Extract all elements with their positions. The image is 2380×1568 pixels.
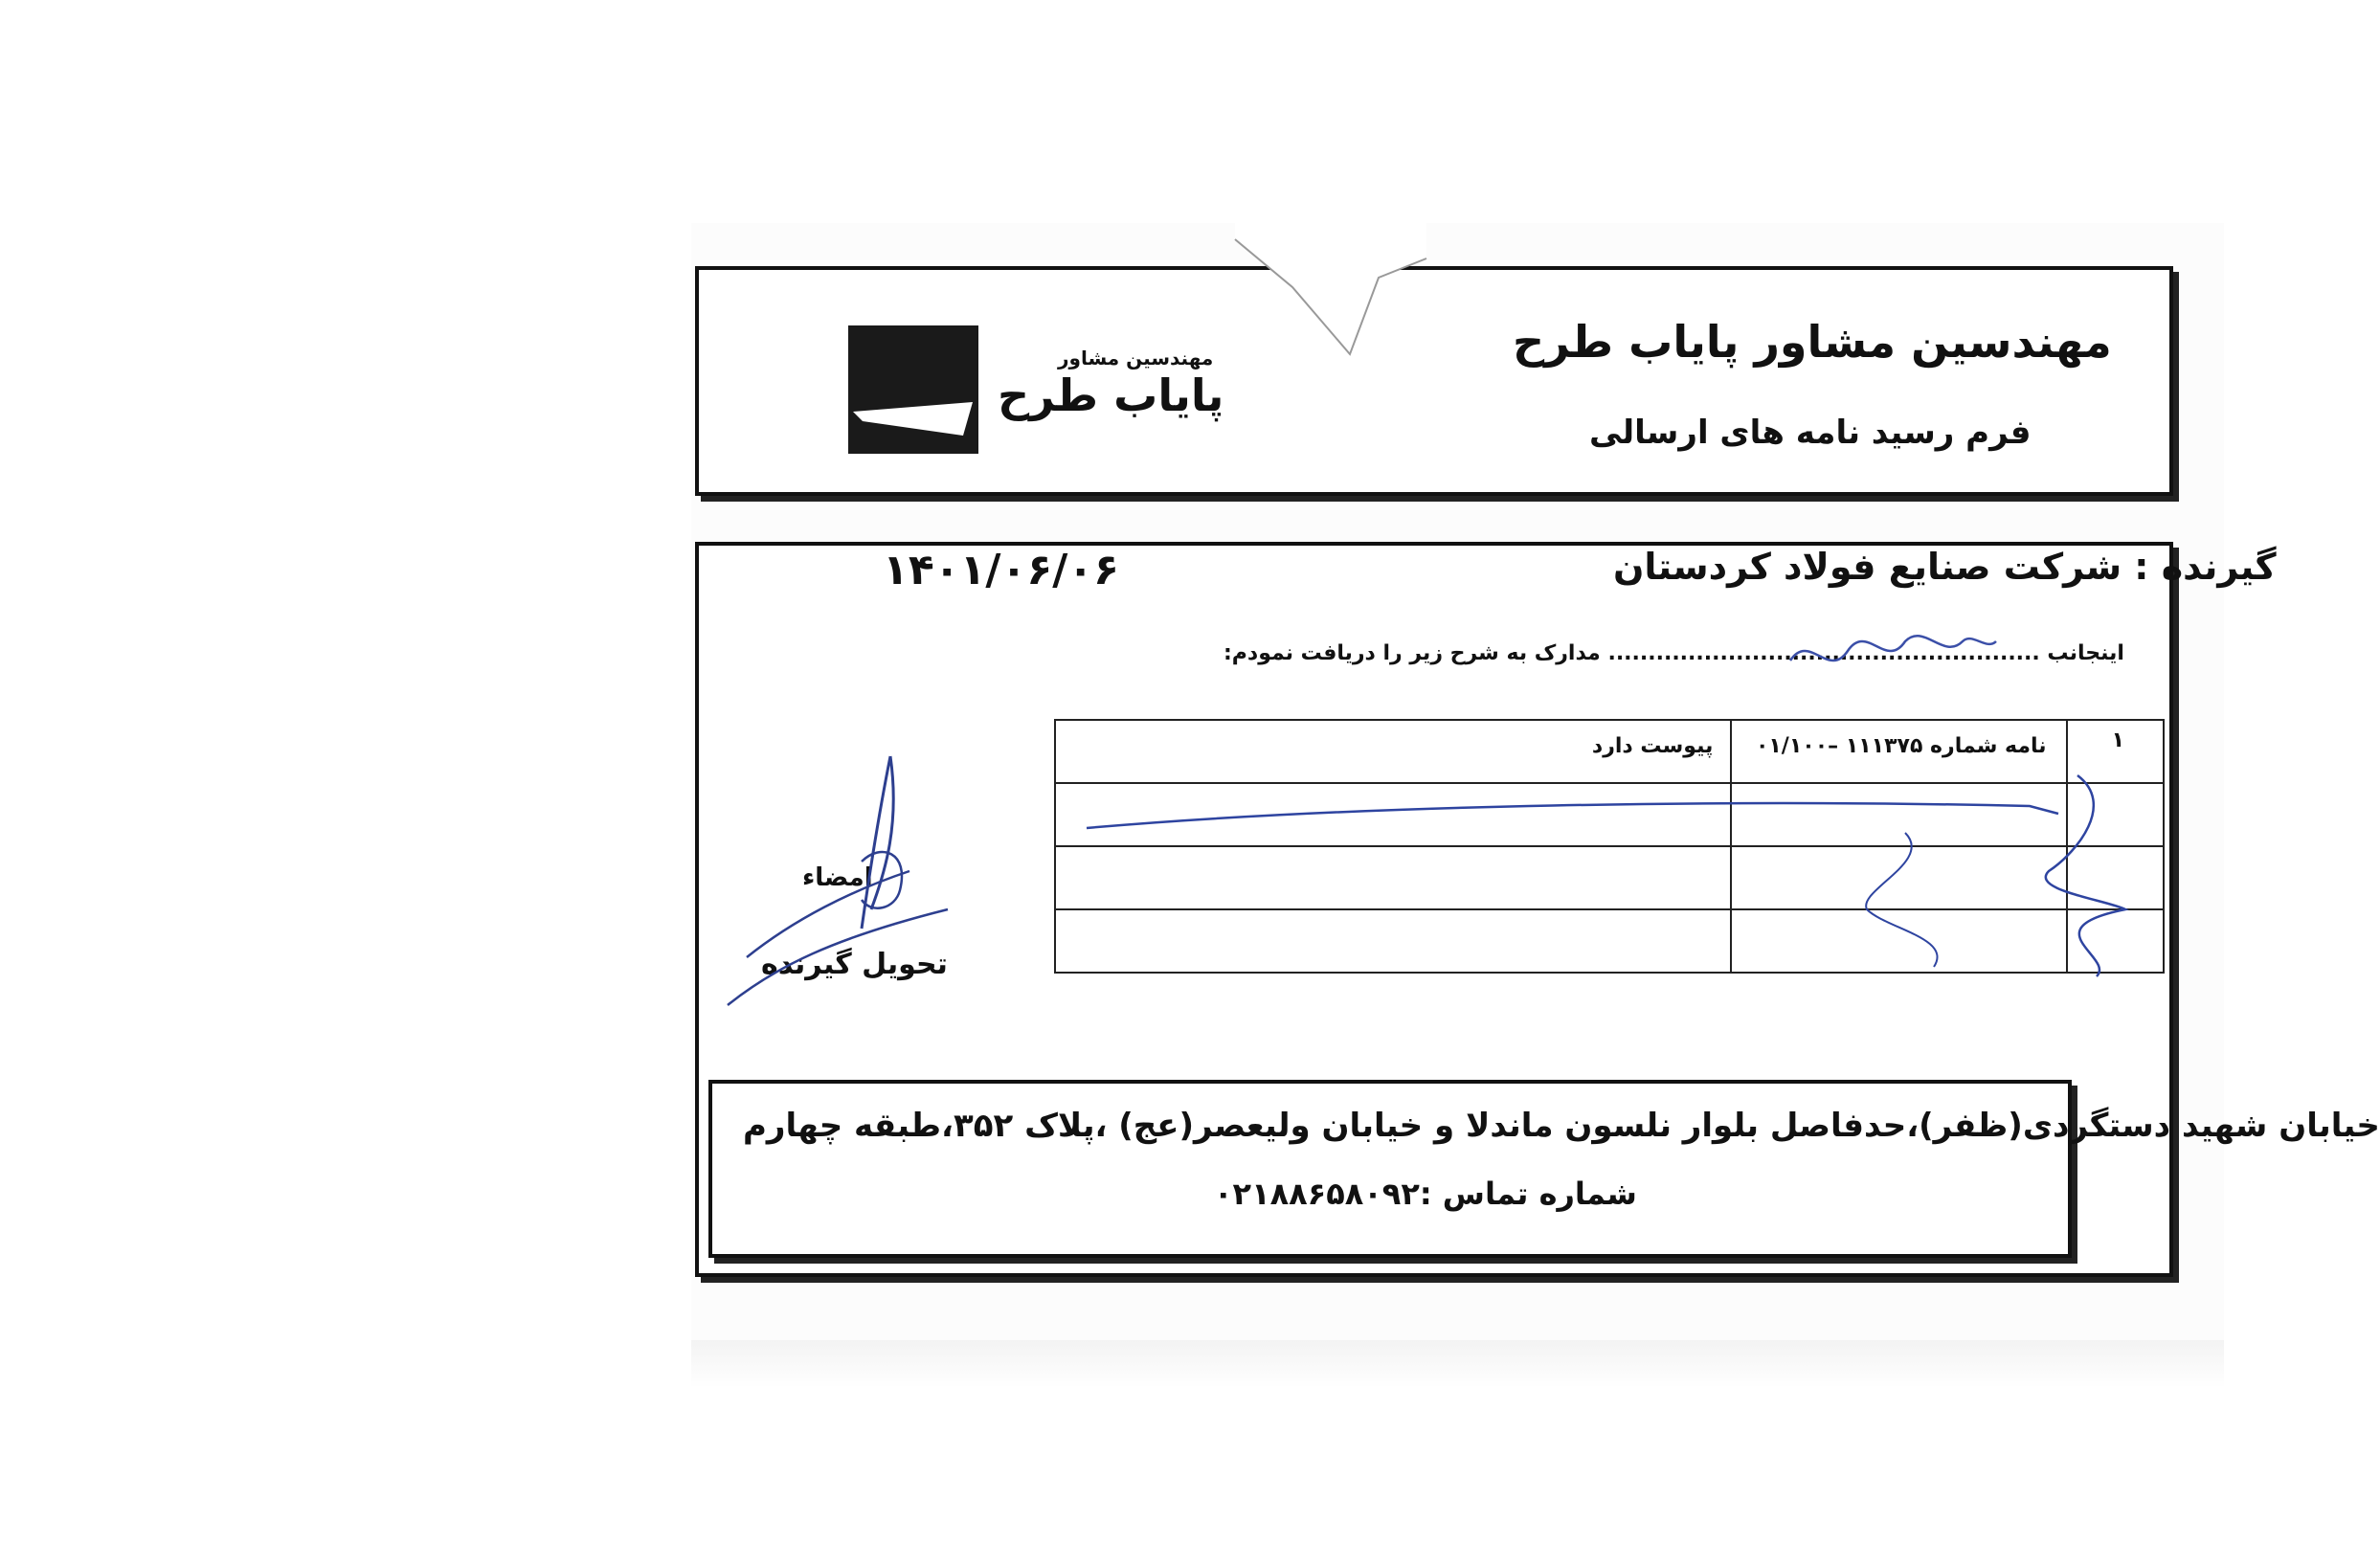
company-title: مهندسین مشاور پایاب طرح bbox=[1513, 316, 2112, 368]
declaration-text: اینجانب ...................................................... مدارک به شرح زیر را دریافت نمودم: bbox=[1224, 641, 2124, 665]
index-text: ۱ bbox=[2111, 728, 2124, 752]
torn-corner bbox=[1235, 220, 1426, 354]
handwritten-name bbox=[1781, 613, 2001, 689]
footer-phone: شماره تماس :۰۲۱۸۸۶۵۸۰۹۲ bbox=[1214, 1176, 1637, 1212]
logo-text-small: مهندسین مشاور bbox=[1058, 347, 1214, 370]
title-text: نامه شماره ۱۱۱۳۷۵ –۰۱/۱۰۰ bbox=[1755, 734, 2047, 758]
letter-date: ۱۴۰۱/۰۶/۰۶ bbox=[883, 546, 1119, 594]
logo-text-large: پایاب طرح bbox=[998, 370, 1224, 421]
footer-address: خیابان شهید دستگردی(ظفر)،حدفاصل بلوار نلسون ماندلا و خیابان ولیعصر(عج) ،پلاک ۳۵۲،طبقه چهارم bbox=[743, 1107, 2380, 1145]
form-title: فرم رسید نامه های ارسالی bbox=[1589, 414, 2032, 452]
receiver-label: تحویل گیرنده bbox=[761, 948, 948, 981]
signature bbox=[718, 747, 967, 1024]
paper-edge bbox=[691, 1340, 2224, 1388]
handwritten-strike bbox=[1072, 747, 2183, 996]
sign-label: امضاء bbox=[802, 863, 873, 892]
recipient-label: گیرنده : شرکت صنایع فولاد کردستان bbox=[1613, 546, 2277, 588]
company-logo bbox=[848, 325, 978, 454]
note-text: پیوست دارد bbox=[1591, 734, 1714, 758]
